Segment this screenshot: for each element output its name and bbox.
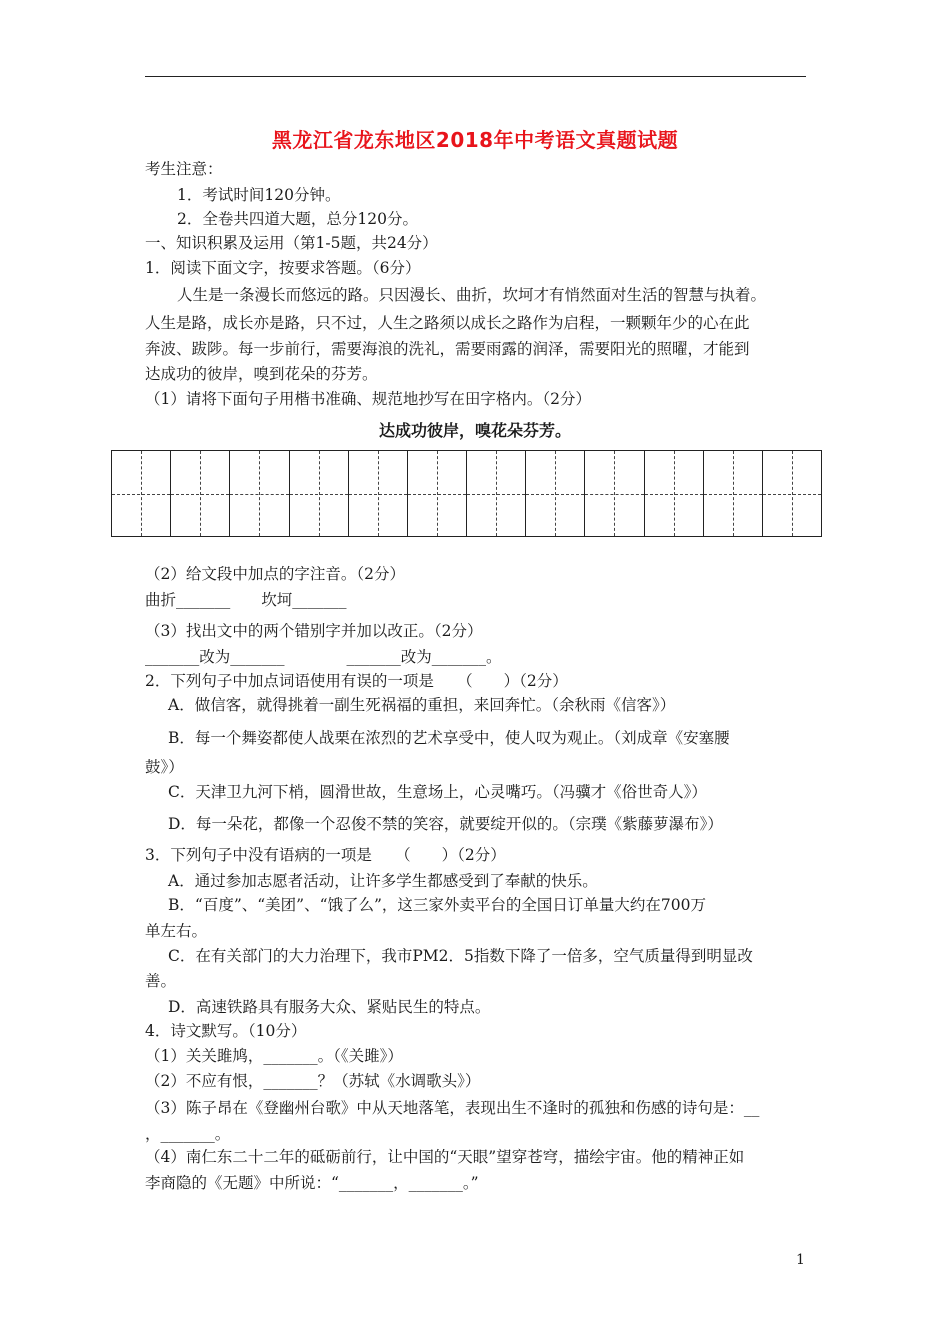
grid-cell[interactable] [408, 451, 467, 536]
page-number: 1 [796, 1252, 805, 1268]
q3-option-b[interactable]: B．“百度”、“美团”、“饿了么”，这三家外卖平台的全国日订单量大约在700万 [168, 896, 707, 914]
q2-option-c[interactable]: C．天津卫九河下梢，圆滑世故，生意场上，心灵嘴巧。（冯骥才《俗世奇人》） [168, 783, 707, 801]
q3-option-c[interactable]: C．在有关部门的大力治理下，我市PM2．5指数下降了一倍多，空气质量得到明显改 [168, 947, 753, 965]
grid-cell[interactable] [585, 451, 644, 536]
q3-option-b-cont: 单左右。 [145, 922, 208, 940]
q3-option-c-cont: 善。 [145, 972, 177, 990]
copy-sentence: 达成功彼岸，嗅花朵芬芳。 [378, 421, 571, 440]
q4-item-1[interactable]: （1）关关雎鸠，_______。（《关雎》） [145, 1047, 403, 1065]
q4-stem: 4．诗文默写。（10分） [145, 1022, 307, 1040]
q1-sub3-answer-line[interactable]: _______改为_______ _______改为_______。 [145, 648, 502, 666]
q1-passage-line: 人生是路，成长亦是路，只不过，人生之路须以成长之路作为启程，一颗颗年少的心在此 [145, 314, 750, 332]
notice-item-2: 2．全卷共四道大题，总分120分。 [177, 210, 418, 228]
grid-cell[interactable] [704, 451, 763, 536]
header-rule [145, 76, 806, 77]
q3-stem: 3．下列句子中没有语病的一项是 （ ）（2分） [145, 846, 506, 864]
q1-sub1: （1）请将下面句子用楷书准确、规范地抄写在田字格内。（2分） [145, 390, 591, 408]
q3-option-a[interactable]: A．通过参加志愿者活动，让许多学生都感受到了奉献的快乐。 [168, 872, 598, 890]
q4-item-3[interactable]: （3）陈子昂在《登幽州台歌》中从天地落笔，表现出生不逢时的孤独和伤感的诗句是：__ [145, 1099, 760, 1117]
q1-sub3: （3）找出文中的两个错别字并加以改正。（2分） [145, 622, 483, 640]
grid-cell[interactable] [526, 451, 585, 536]
grid-cell[interactable] [290, 451, 349, 536]
q2-option-a[interactable]: A．做信客，就得挑着一副生死祸福的重担，来回奔忙。（余秋雨《信客》） [168, 696, 676, 714]
q4-item-2[interactable]: （2）不应有恨，_______？（苏轼《水调歌头》） [145, 1072, 481, 1090]
q4-item-4-cont[interactable]: 李商隐的《无题》中所说：“_______，_______。” [145, 1174, 479, 1192]
q2-option-b[interactable]: B．每一个舞姿都使人战栗在浓烈的艺术享受中，使人叹为观止。（刘成章《安塞腰 [168, 729, 730, 747]
q1-passage-line: 奔波、跋陟。每一步前行，需要海浪的洗礼，需要雨露的润泽，需要阳光的照曜，才能到 [145, 340, 750, 358]
q1-stem: 1．阅读下面文字，按要求答题。（6分） [145, 259, 421, 277]
notice-item-1: 1．考试时间120分钟。 [177, 186, 341, 204]
q1-sub2-answer-line[interactable]: 曲折_______ 坎坷_______ [145, 591, 347, 609]
page-title: 黑龙江省龙东地区2018年中考语文真题试题 [271, 128, 679, 152]
q1-passage-line: 人生是一条漫长而悠远的路。只因漫长、曲折，坎坷才有悄然面对生活的智慧与执着。 [177, 286, 767, 304]
grid-cell[interactable] [467, 451, 526, 536]
section-1-heading: 一、知识积累及运用（第1-5题，共24分） [145, 234, 438, 252]
q2-stem: 2．下列句子中加点词语使用有误的一项是 （ ）（2分） [145, 672, 568, 690]
q4-item-4[interactable]: （4）南仁东二十二年的砥砺前行，让中国的“天眼”望穿苍穹，描绘宇宙。他的精神正如 [145, 1148, 745, 1166]
q4-item-3-cont[interactable]: ，_______。 [145, 1125, 231, 1143]
q3-option-d[interactable]: D．高速铁路具有服务大众、紧贴民生的特点。 [168, 998, 491, 1016]
grid-cell[interactable] [763, 451, 821, 536]
grid-cell[interactable] [349, 451, 408, 536]
q2-option-b-cont: 鼓》） [145, 758, 184, 776]
grid-cell[interactable] [645, 451, 704, 536]
notice-heading: 考生注意： [145, 160, 223, 178]
grid-cell[interactable] [112, 451, 171, 536]
grid-cell[interactable] [230, 451, 289, 536]
grid-cell[interactable] [171, 451, 230, 536]
tianzige-grid[interactable] [111, 450, 822, 537]
q1-passage-line: 达成功的彼岸，嗅到花朵的芬芳。 [145, 365, 378, 383]
q1-sub2: （2）给文段中加点的字注音。（2分） [145, 565, 405, 583]
q2-option-d[interactable]: D．每一朵花，都像一个忍俊不禁的笑容，就要绽开似的。（宗璞《紫藤萝瀑布》） [168, 815, 723, 833]
